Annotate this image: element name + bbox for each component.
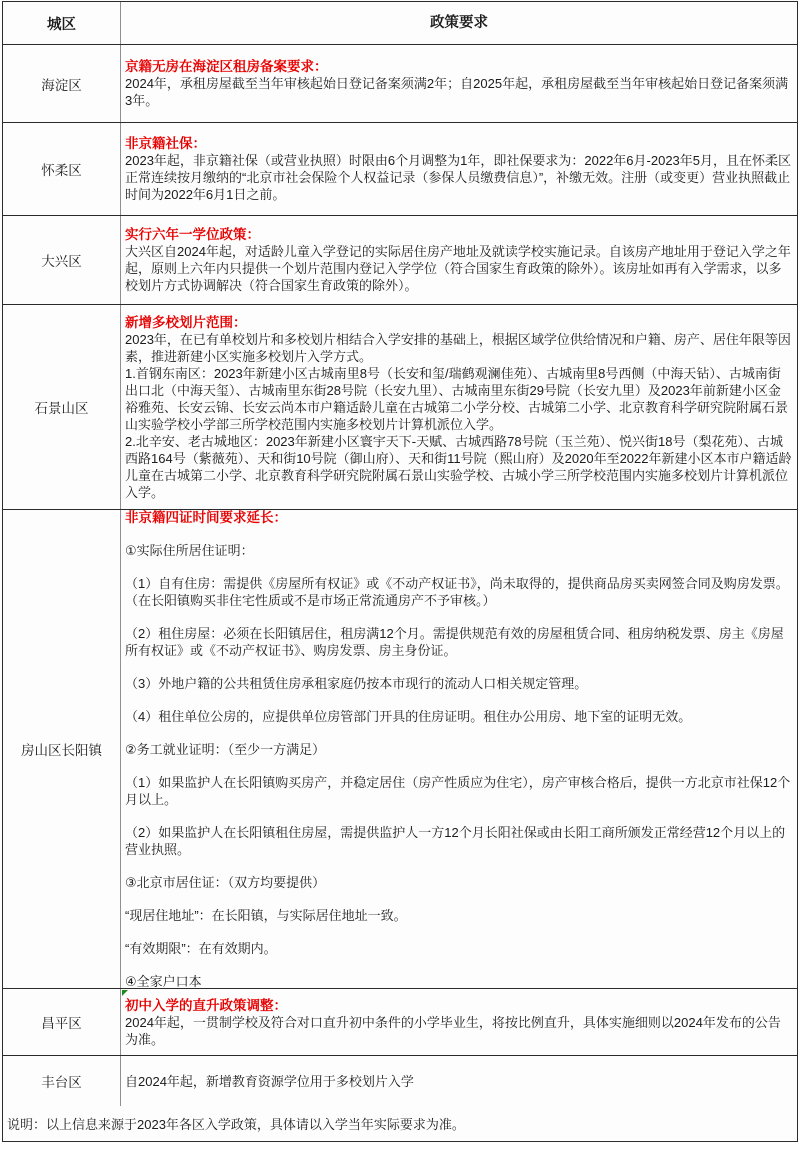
policy-heading: 非京籍社保： xyxy=(125,136,206,151)
policy-heading: 京籍无房在海淀区租房备案要求： xyxy=(125,59,328,74)
policy-paragraph: ②务工就业证明：（至少一方满足） xyxy=(125,741,326,757)
table-row xyxy=(3,989,797,1056)
policy-paragraph: “有效期限”：在有效期内。 xyxy=(125,940,277,956)
policy-paragraph: （2）如果监护人在长阳镇租住房屋，需提供监护人一方12个月长阳社保或由长阳工商所颁发正常经营12个月以上的营业执照。 xyxy=(125,824,786,857)
policy-paragraph: 2024年，承租房屋截至当年审核起始日登记备案须满2年；自2025年起，承租房屋截至当年审核起始日登记备案须满3年。 xyxy=(125,76,789,108)
policy-paragraph: （1）如果监护人在长阳镇购买房产，并稳定居住（房产性质应为住宅），房产审核合格后，提供一方北京市社保12个月以上。 xyxy=(125,774,791,807)
district-cell: 大兴区 xyxy=(3,216,121,304)
header-district-cell: 城区 xyxy=(3,2,121,44)
policy-paragraph: 大兴区自2024年起，对适龄儿童入学登记的实际居住房产地址及就读学校实施记录。自该房产地址用于登记入学之年起，原则上六年内只提供一个划片范围内登记入学学位（符合国家生育政策的除外）。该房址如再有入学需求，以多校划片方式协调解决（符合国家生育政策的除外）。 xyxy=(125,244,791,293)
footer-note: 说明：以上信息来源于2023年各区入学政策，具体请以入学当年实际要求为准。 xyxy=(7,1117,465,1132)
table-row xyxy=(3,123,797,216)
policy-paragraph: （1）自有住房：需提供《房屋所有权证》或《不动产权证书》，尚未取得的，提供商品房买卖网签合同及购房发票。（在长阳镇购买非住宅性质或不是市场正常流通房产不予审核。） xyxy=(125,575,789,608)
header-policy-cell: 政策要求 xyxy=(430,14,488,31)
policy-cell xyxy=(121,216,797,304)
policy-paragraph: （3）外地户籍的公共租赁住房承租家庭仍按本市现行的流动人口相关规定管理。 xyxy=(125,675,588,691)
district-cell: 石景山区 xyxy=(3,305,121,509)
table-body xyxy=(3,45,797,1106)
district-cell: 昌平区 xyxy=(3,989,121,1055)
policy-paragraph: （2）租住房屋：必须在长阳镇居住，租房满12个月。需提供规范有效的房屋租赁合同、租房纳税发票、房主《房屋所有权证》或《不动产权证书》、购房发票、房主身份证。 xyxy=(125,625,784,658)
district-cell: 房山区长阳镇 xyxy=(3,510,121,988)
policy-paragraph: 2023年起，非京籍社保（或营业执照）时限由6个月调整为1年，即社保要求为：2022年6月-2023年5月，且在怀柔区正常连续按月缴纳的“北京市社会保险个人权益记录（参保人员缴费信息）”，补缴无效。注册（或变更）营业执照截止时间为2022年6月1日之前。 xyxy=(125,153,792,202)
policy-paragraph: ①实际住所居住证明： xyxy=(125,542,254,558)
district-cell: 海淀区 xyxy=(3,45,121,122)
district-policy-table xyxy=(2,1,798,1142)
table-header-row xyxy=(3,2,797,45)
district-cell: 丰台区 xyxy=(3,1056,121,1106)
policy-heading: 新增多校划片范围： xyxy=(125,314,247,330)
table-row xyxy=(3,45,797,123)
policy-cell xyxy=(121,123,797,215)
district-cell: 怀柔区 xyxy=(3,123,121,215)
policy-paragraph: 1.首钢东南区：2023年新建小区古城南里8号（长安和玺/瑞鹤观澜佳苑）、古城南里8号西侧（中海天钻）、古城南街出口北（中海天玺）、古城南里东街28号院（长安九里）、古城南里东街29号院（长安九里）及2023年前新建小区金裕雅苑、长安云锦、长安云尚本市户籍适龄儿童在古城第二小学分校、古城第二小学、北京教育科学研究院附属石景山实验学校小学部三所学校范围内实施多校划片计算机派位入学。 xyxy=(125,365,789,432)
table-footer-row xyxy=(3,1106,797,1141)
policy-heading: 初中入学的直升政策调整： xyxy=(125,997,287,1013)
policy-paragraph: （4）租住单位公房的，应提供单位房管部门开具的住房证明。租住办公用房、地下室的证明无效。 xyxy=(125,708,692,724)
comment-marker-icon xyxy=(122,990,128,996)
policy-heading: 非京籍四证时间要求延长： xyxy=(125,510,287,525)
policy-paragraph: ③北京市居住证：（双方均要提供） xyxy=(125,874,326,890)
policy-heading: 实行六年一学位政策： xyxy=(125,227,260,242)
policy-paragraph: 2023年，在已有单校划片和多校划片相结合入学安排的基础上，根据区域学位供给情况和户籍、房产、居住年限等因素，推进新建小区实施多校划片入学方式。 xyxy=(125,331,791,364)
table-row xyxy=(3,216,797,305)
policy-paragraph: 自2024年起，新增教育资源学位用于多校划片入学 xyxy=(125,1073,414,1089)
policy-cell xyxy=(121,45,797,122)
policy-cell xyxy=(121,305,797,509)
policy-cell xyxy=(121,510,797,988)
policy-cell xyxy=(121,989,797,1055)
table-row xyxy=(3,305,797,510)
policy-paragraph: ④全家户口本 xyxy=(125,973,202,988)
policy-paragraph: 2.北辛安、老古城地区：2023年新建小区寰宇天下-天赋、古城西路78号院（玉兰苑）、悦兴街18号（梨花苑）、古城西路164号（紫薇苑）、天和街10号院（御山府）、天和街11号院（熙山府）及2020年至2022年新建小区本市户籍适龄儿童在古城第二小学、北京教育科学研究院附属石景山实验学校、古城小学三所学校范围内实施多校划片计算机派位入学。 xyxy=(125,433,792,500)
policy-paragraph: “现居住地址”：在长阳镇，与实际居住地址一致。 xyxy=(125,907,407,923)
policy-cell xyxy=(121,1056,797,1106)
table-row xyxy=(3,1056,797,1106)
table-row xyxy=(3,510,797,989)
policy-paragraph: 2024年起，一贯制学校及符合对口直升初中条件的小学毕业生，将按比例直升，具体实施细则以2024年发布的公告为准。 xyxy=(125,1014,781,1047)
